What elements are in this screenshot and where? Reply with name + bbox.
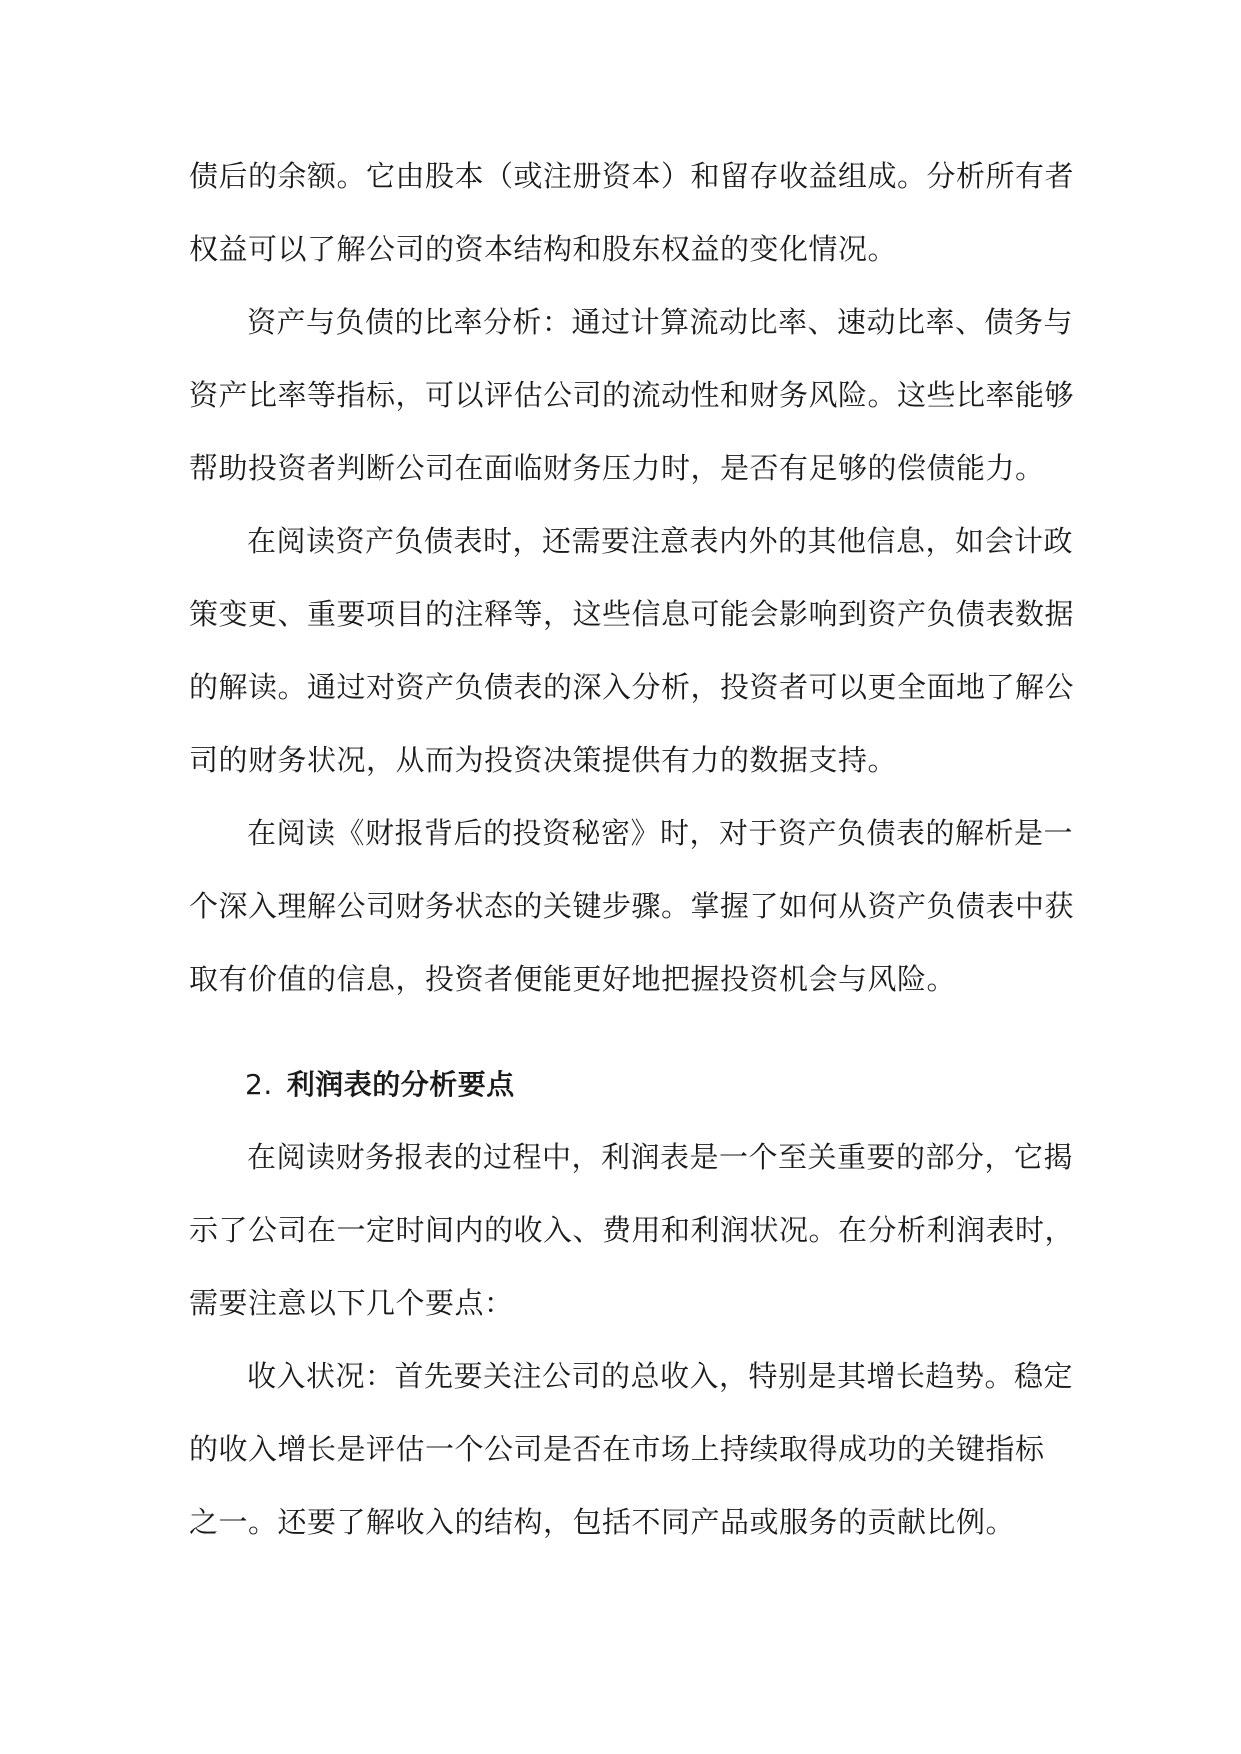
section-number: 2. [245,1068,273,1101]
text-line: 资产与负债的比率分析：通过计算流动比率、速动比率、债务与 [247,305,1074,339]
paragraph-ratio-analysis [189,286,1075,505]
text-line: 个深入理解公司财务状态的关键步骤。掌握了如何从资产负债表中获 [189,889,1075,923]
section-title: 利润表的分析要点 [286,1068,515,1101]
text-line: 之一。还要了解收入的结构，包括不同产品或服务的贡献比例。 [189,1505,1016,1539]
text-line: 需要注意以下几个要点： [189,1286,514,1320]
paragraph-equity-continuation [189,140,1075,286]
section-heading [189,1048,1069,1121]
text-line: 帮助投资者判断公司在面临财务压力时，是否有足够的偿债能力。 [189,451,1045,485]
text-line: 债后的余额。它由股本（或注册资本）和留存收益组成。分析所有者 [189,159,1075,193]
text-line: 的解读。通过对资产负债表的深入分析，投资者可以更全面地了解公 [189,670,1075,704]
document-body [189,140,1075,1559]
paragraph-income-statement-intro [189,1121,1075,1340]
text-line: 在阅读资产负债表时，还需要注意表内外的其他信息，如会计政 [247,524,1074,558]
text-line: 在阅读财务报表的过程中，利润表是一个至关重要的部分，它揭 [247,1140,1074,1174]
text-line: 权益可以了解公司的资本结构和股东权益的变化情况。 [189,232,898,266]
paragraph-book-summary [189,797,1075,1016]
text-line: 资产比率等指标，可以评估公司的流动性和财务风险。这些比率能够 [189,378,1075,412]
text-line: 的收入增长是评估一个公司是否在市场上持续取得成功的关键指标 [189,1432,1045,1466]
text-line: 策变更、重要项目的注释等，这些信息可能会影响到资产负债表数据 [189,597,1075,631]
paragraph-other-info [189,505,1075,797]
text-line: 司的财务状况，从而为投资决策提供有力的数据支持。 [189,743,898,777]
paragraph-revenue-status [189,1340,1074,1559]
text-line: 收入状况：首先要关注公司的总收入，特别是其增长趋势。稳定 [247,1359,1074,1393]
text-line: 在阅读《财报背后的投资秘密》时，对于资产负债表的解析是一 [247,816,1074,850]
text-line: 取有价值的信息，投资者便能更好地把握投资机会与风险。 [189,962,957,996]
text-line: 示了公司在一定时间内的收入、费用和利润状况。在分析利润表时， [189,1213,1075,1247]
